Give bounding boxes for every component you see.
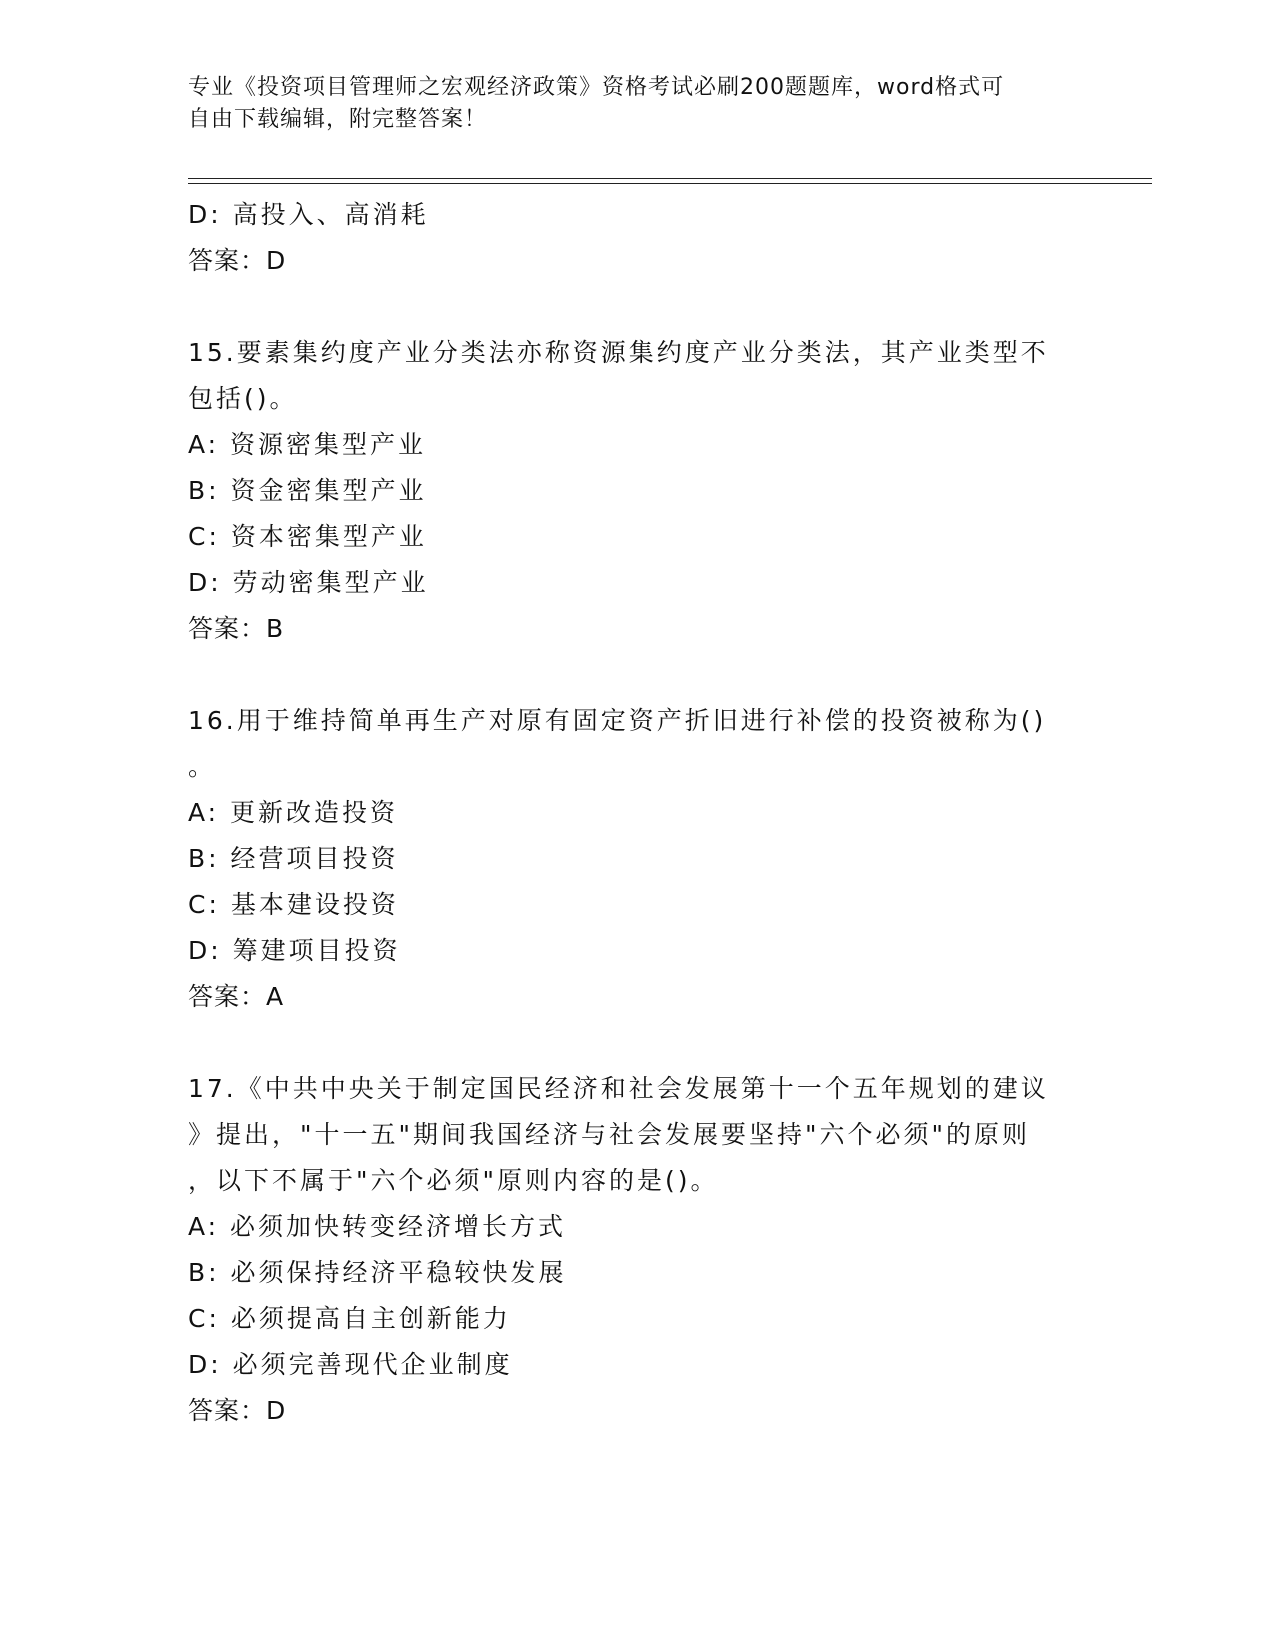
question-block-15 bbox=[188, 330, 1088, 652]
option-b: B: 必须保持经济平稳较快发展 bbox=[188, 1258, 567, 1287]
option-c: C: 资本密集型产业 bbox=[188, 522, 427, 551]
option-c: C: 必须提高自主创新能力 bbox=[188, 1304, 511, 1333]
option-d: D: 筹建项目投资 bbox=[188, 936, 401, 965]
answer-line: 答案：D bbox=[188, 246, 287, 275]
question-list bbox=[188, 192, 1088, 1434]
option-c: C: 基本建设投资 bbox=[188, 890, 399, 919]
header-divider-bottom bbox=[188, 183, 1152, 184]
spacer bbox=[188, 652, 1088, 698]
question-stem: 》提出，"十一五"期间我国经济与社会发展要坚持"六个必须"的原则 bbox=[188, 1120, 1030, 1149]
spacer bbox=[188, 1020, 1088, 1066]
option-a: A: 资源密集型产业 bbox=[188, 430, 427, 459]
option-d: D: 劳动密集型产业 bbox=[188, 568, 429, 597]
question-stem: 16.用于维持简单再生产对原有固定资产折旧进行补偿的投资被称为() bbox=[188, 706, 1047, 735]
spacer bbox=[188, 284, 1088, 330]
question-block-prev bbox=[188, 192, 1088, 284]
header-divider-top bbox=[188, 178, 1152, 179]
option-b: B: 经营项目投资 bbox=[188, 844, 399, 873]
document-header bbox=[188, 72, 1068, 136]
question-stem: 15.要素集约度产业分类法亦称资源集约度产业分类法，其产业类型不 bbox=[188, 338, 1049, 367]
question-stem: 包括()。 bbox=[188, 384, 298, 413]
question-stem: 17.《中共中央关于制定国民经济和社会发展第十一个五年规划的建议 bbox=[188, 1074, 1049, 1103]
question-block-16 bbox=[188, 698, 1088, 1020]
option-a: A: 必须加快转变经济增长方式 bbox=[188, 1212, 567, 1241]
option-a: A: 更新改造投资 bbox=[188, 798, 399, 827]
option-d: D: 必须完善现代企业制度 bbox=[188, 1350, 513, 1379]
answer-line: 答案：B bbox=[188, 614, 285, 643]
answer-line: 答案：D bbox=[188, 1396, 287, 1425]
question-stem: 。 bbox=[188, 752, 217, 781]
answer-line: 答案：A bbox=[188, 982, 285, 1011]
question-stem: ，以下不属于"六个必须"原则内容的是()。 bbox=[188, 1166, 719, 1195]
option-b: B: 资金密集型产业 bbox=[188, 476, 427, 505]
question-block-17 bbox=[188, 1066, 1088, 1434]
header-line-2: 自由下载编辑，附完整答案！ bbox=[188, 107, 488, 132]
header-line-1: 专业《投资项目管理师之宏观经济政策》资格考试必刷200题题库，word格式可 bbox=[188, 75, 1005, 100]
option-d: D: 高投入、高消耗 bbox=[188, 200, 429, 229]
